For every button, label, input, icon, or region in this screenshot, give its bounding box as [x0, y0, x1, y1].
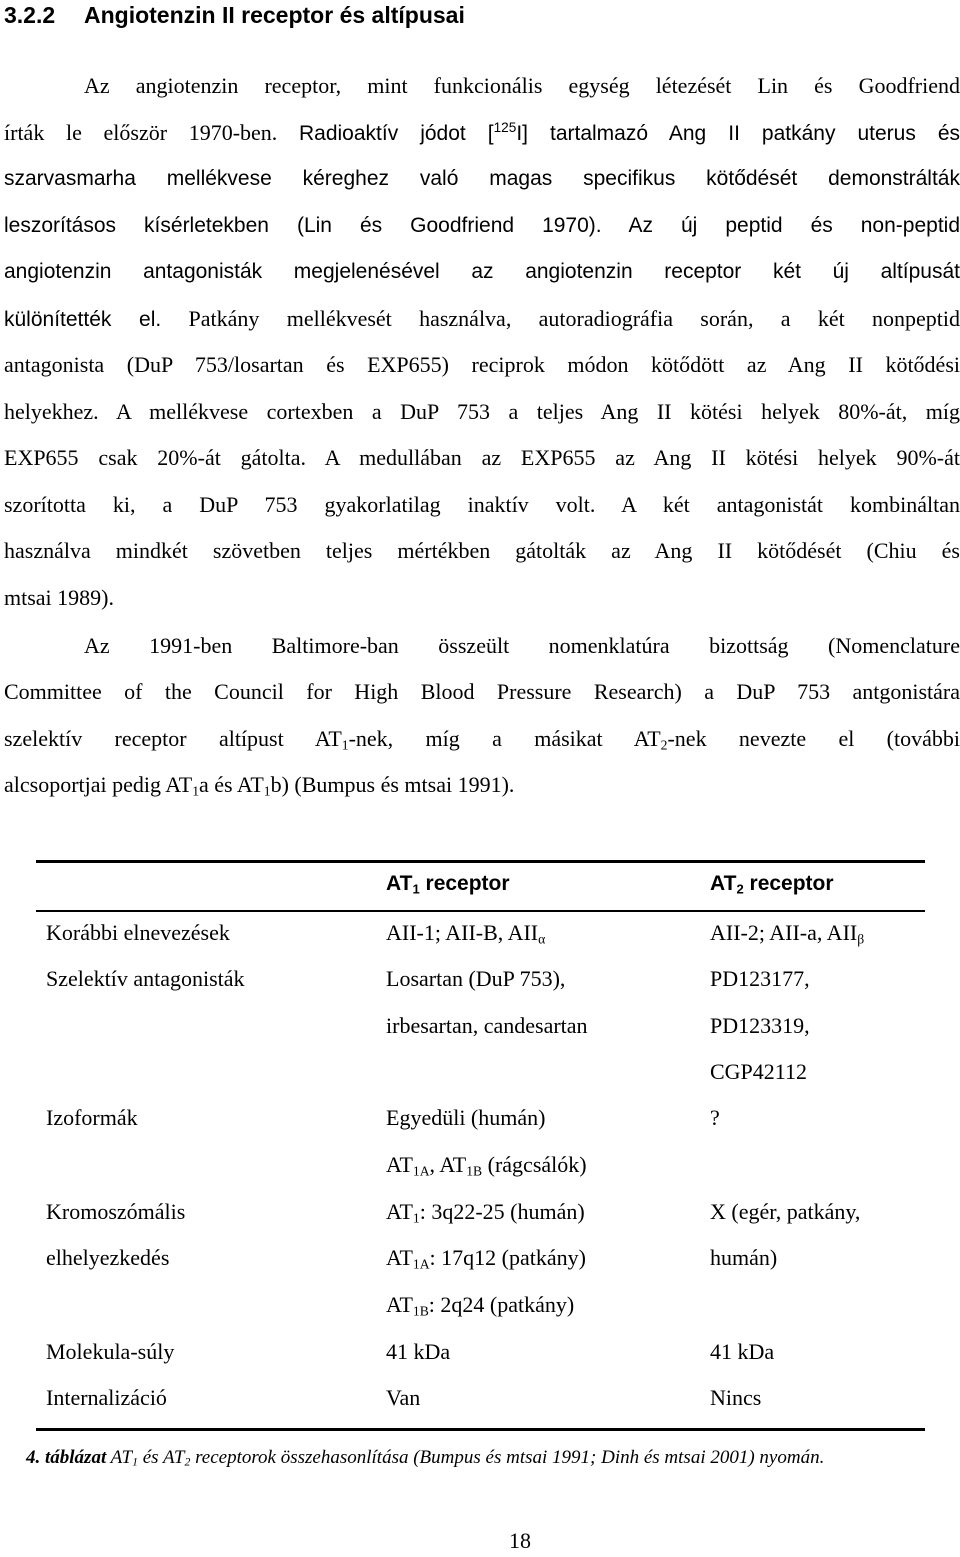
text-line: Az angiotenzin receptor, mint funkcionális egység létezését Lin és Goodfriend: [84, 73, 960, 98]
table-caption: 4. táblázat $AT_1$ és $AT_2$ receptorok összehasonlítása (Bumpus és mtsai 1991; Dinh és mtsai 2001) nyomán.: [26, 1447, 825, 1469]
text-line: mtsai 1989).: [4, 585, 114, 610]
text-line: szelektív receptor altípust $AT_1$-nek, míg a másikat $AT_2$-nek nevezte el (további: [4, 726, 960, 753]
row-label-molekula-suly: Molekula-súly: [46, 1339, 175, 1364]
text-line: alcsoportjai pedig $AT_1a$ és $AT_1b$) (Bumpus és mtsai 1991).: [4, 772, 515, 799]
text-line: Az 1991-ben Baltimore-ban összeült nomenklatúra bizottság (Nomenclature: [84, 633, 960, 658]
table-top-rule: [36, 860, 925, 863]
cell-at1-antagonistak-2: irbesartan, candesartan: [386, 1013, 588, 1038]
cell-at1-molekula-suly: 41 kDa: [386, 1339, 451, 1364]
cell-at1-izoformak-1: Egyedüli (humán): [386, 1105, 546, 1130]
cell-at1-kromoszoma-2: $AT_{1A}$: 17q12 (patkány): [386, 1245, 586, 1272]
text-line: angiotenzin antagonisták megjelenésével az angiotenzin receptor két új altípusát: [4, 260, 960, 283]
cell-at1-korabbi: AII-1; AII-B, $AII_\alpha$: [386, 920, 546, 947]
cell-at1-kromoszoma-3: $AT_{1B}$: 2q24 (patkány): [386, 1292, 575, 1319]
text-line: használva mindkét szövetben teljes mértékben gátolták az Ang II kötődését (Chiu és: [4, 538, 960, 563]
cell-at1-kromoszoma-1: $AT_1$: 3q22-25 (humán): [386, 1199, 585, 1226]
cell-at1-internalizacio: Van: [386, 1385, 421, 1410]
text-line: szorította ki, a DuP 753 gyakorlatilag inaktív volt. A két antagonistát kombináltan: [4, 492, 960, 517]
cell-at2-kromoszoma-2: humán): [710, 1245, 778, 1270]
text-line: EXP655 csak 20%-át gátolta. A medullában az EXP655 az Ang II kötési helyek 90%-át: [4, 445, 960, 470]
cell-at1-antagonistak-1: Losartan (DuP 753),: [386, 966, 566, 991]
text-line: helyekhez. A mellékvese cortexben a DuP 753 a teljes Ang II kötési helyek 80%-át, míg: [4, 399, 960, 424]
cell-at2-kromoszoma-1: X (egér, patkány,: [710, 1199, 861, 1224]
section-heading: [0, 0, 465, 30]
header-at1-receptor: $AT_1$ receptor: [386, 872, 510, 897]
text-line: szarvasmarha mellékvese kéreghez való magas specifikus kötődését demonstrálták: [4, 167, 960, 190]
row-label-szelektiv-antagonistak: Szelektív antagonisták: [46, 966, 245, 991]
cell-at2-antagonistak-3: CGP42112: [710, 1059, 807, 1084]
cell-at2-korabbi: AII-2; AII-a, $AII_\beta$: [710, 920, 865, 947]
row-label-kromoszomalis-1: Kromoszómális: [46, 1199, 186, 1224]
text-line: Committee of the Council for High Blood Pressure Research) a DuP 753 antgonistára: [4, 679, 960, 704]
table-bottom-rule: [36, 1428, 925, 1431]
text-line: különítették el. Patkány mellékvesét használva, autoradiográfia során, a két nonpeptid: [4, 306, 960, 331]
page-number: 18: [509, 1528, 531, 1553]
row-label-kromoszomalis-2: elhelyezkedés: [46, 1245, 170, 1270]
row-label-izoformak: Izoformák: [46, 1105, 138, 1130]
section-title: Angiotenzin II receptor és altípusai: [84, 2, 465, 28]
cell-at2-molekula-suly: 41 kDa: [710, 1339, 775, 1364]
table-header-rule: [36, 910, 925, 912]
text-line: leszorításos kísérletekben (Lin és Goodfriend 1970). Az új peptid és non-peptid: [4, 214, 960, 237]
text-line: antagonista (DuP 753/losartan és EXP655) reciprok módon kötődött az Ang II kötődési: [4, 352, 960, 377]
text-line: írták le először 1970-ben. Radioaktív jódot [$^{125}$I] tartalmazó Ang II patkány uterus és: [4, 119, 960, 145]
section-number: 3.2.2: [4, 2, 56, 28]
cell-at1-izoformak-2: $AT_{1A}$, $AT_{1B}$ (rágcsálók): [386, 1152, 587, 1179]
header-at2-receptor: $AT_2$ receptor: [710, 872, 834, 897]
cell-at2-izoformak: ?: [710, 1105, 720, 1130]
cell-at2-antagonistak-1: PD123177,: [710, 966, 810, 991]
cell-at2-internalizacio: Nincs: [710, 1385, 762, 1410]
row-label-internalizacio: Internalizáció: [46, 1385, 167, 1410]
cell-at2-antagonistak-2: PD123319,: [710, 1013, 810, 1038]
row-label-korabbi-elnevezesek: Korábbi elnevezések: [46, 920, 230, 945]
